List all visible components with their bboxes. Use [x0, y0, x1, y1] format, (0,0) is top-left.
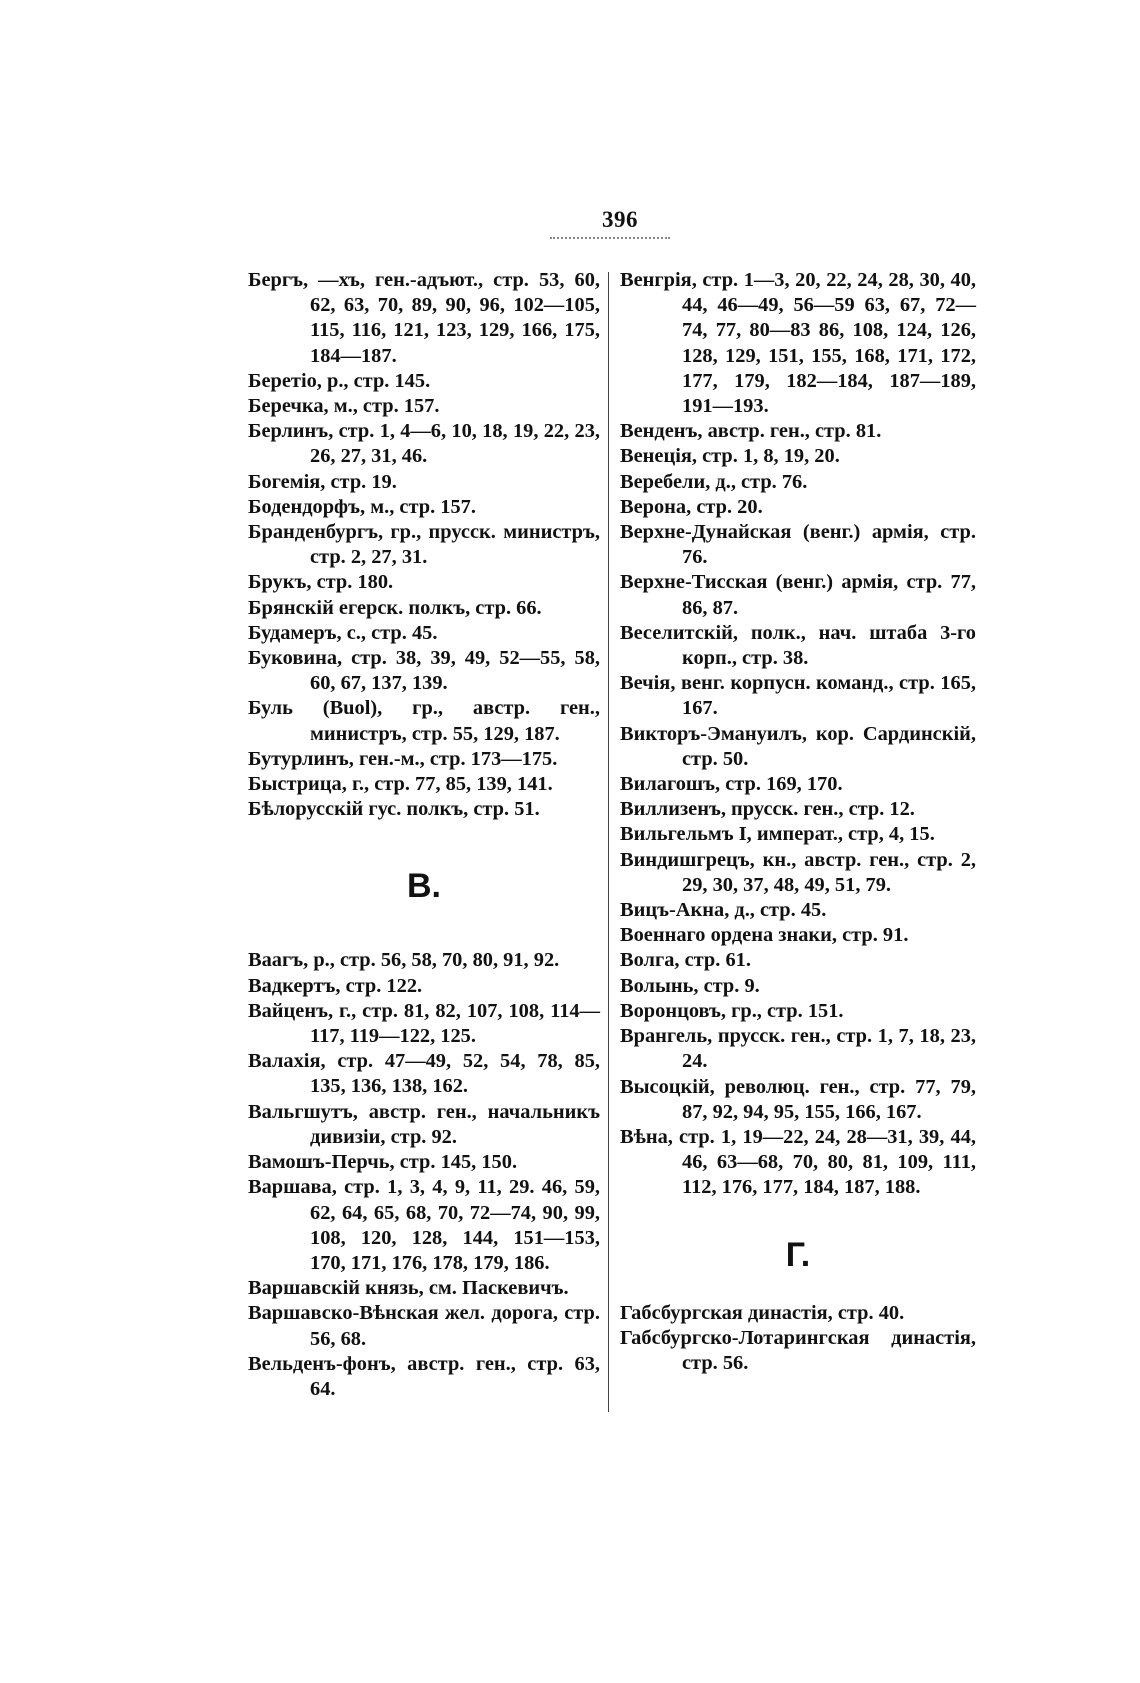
- index-entry: Верхне-Дунайская (венг.) армія, стр. 76.: [620, 521, 976, 569]
- column-divider: [608, 272, 609, 1412]
- index-entry: Габсбургская династія, стр. 40.: [620, 1301, 905, 1324]
- index-entry: Вамошъ-Перчь, стр. 145, 150.: [248, 1151, 518, 1174]
- index-entry: Вальгшутъ, австр. ген., начальникъ дивизіи, стр. 92.: [248, 1100, 600, 1148]
- index-entry: Варшава, стр. 1, 3, 4, 9, 11, 29. 46, 59, 62, 64, 65, 68, 70, 72—74, 90, 99, 108, 120, 128, 144, 151—153, 170, 171, 176, 178, 179, 186.: [248, 1176, 600, 1274]
- index-entry: Венденъ, австр. ген., стр. 81.: [620, 420, 882, 443]
- index-entry: Бодендорфъ, м., стр. 157.: [248, 495, 476, 518]
- index-entry: Венгрія, стр. 1—3, 20, 22, 24, 28, 30, 40, 44, 46—49, 56—59 63, 67, 72—74, 77, 80—83 86, 108, 124, 126, 128, 129, 151, 155, 168, 171, 172, 177, 179, 182—184, 187—189, 191—193.: [620, 269, 976, 418]
- index-entry: Веселитскій, полк., нач. штаба 3-го корп., стр. 38.: [620, 621, 976, 670]
- index-entry: Волынь, стр. 9.: [620, 974, 760, 997]
- index-entry: Берлинъ, стр. 1, 4—6, 10, 18, 19, 22, 23, 26, 27, 31, 46.: [248, 420, 600, 468]
- index-entry: Бергъ, —хъ, ген.-адъют., стр. 53, 60, 62, 63, 70, 89, 90, 96, 102—105, 115, 116, 121, 123, 129, 166, 175, 184—187.: [248, 269, 600, 367]
- index-entry: Варшавско-Вѣнская жел. дорога, стр. 56, 68.: [248, 1302, 600, 1350]
- index-entry: Габсбургско-Лотарингская династія, стр. 56.: [620, 1326, 976, 1374]
- index-entry: Врангель, прусск. ген., стр. 1, 7, 18, 23, 24.: [620, 1025, 976, 1073]
- index-entry: Воронцовъ, гр., стр. 151.: [620, 999, 844, 1022]
- index-entry: Будамеръ, с., стр. 45.: [248, 621, 438, 644]
- index-entry: Венеція, стр. 1, 8, 19, 20.: [620, 445, 840, 468]
- index-entry: Вильгельмъ I, императ., стр, 4, 15.: [620, 823, 935, 846]
- index-entry: Верона, стр. 20.: [620, 495, 763, 518]
- index-entry: Варшавскій князь, см. Паскевичъ.: [248, 1277, 569, 1300]
- letter-heading-v: В.: [407, 867, 441, 906]
- index-entry: Бутурлинъ, ген.-м., стр. 173—175.: [248, 747, 558, 770]
- index-entry: Викторъ-Эмануилъ, кор. Сардинскій, стр. 50.: [620, 722, 976, 770]
- index-entry: Верхне-Тисская (венг.) армія, стр. 77, 86, 87.: [620, 571, 976, 619]
- index-entry: Богемія, стр. 19.: [248, 470, 397, 493]
- page-number-rule: [550, 237, 670, 239]
- index-entry: Высоцкій, революц. ген., стр. 77, 79, 87, 92, 94, 95, 155, 166, 167.: [620, 1075, 976, 1123]
- index-entries-group: [248, 948, 600, 1402]
- index-entries-group: [620, 268, 976, 1201]
- index-entries-group: [248, 268, 600, 822]
- letter-heading-g: Г.: [785, 1235, 811, 1274]
- index-entry: Бранденбургъ, гр., прусск. министръ, стр. 2, 27, 31.: [248, 521, 600, 569]
- index-entry: Бѣлорусскій гус. полкъ, стр. 51.: [248, 798, 540, 821]
- index-entry: Брукъ, стр. 180.: [248, 571, 394, 594]
- index-entry: Виллизенъ, прусск. ген., стр. 12.: [620, 798, 915, 821]
- page-number: 396: [602, 207, 638, 232]
- index-entry: Ваагъ, р., стр. 56, 58, 70, 80, 91, 92.: [248, 949, 560, 972]
- index-entry: Вадкертъ, стр. 122.: [248, 974, 423, 997]
- index-column-right: [620, 268, 976, 1376]
- index-entry: Военнаго ордена знаки, стр. 91.: [620, 924, 909, 947]
- index-entry: Виндишгрецъ, кн., австр. ген., стр. 2, 29, 30, 37, 48, 49, 51, 79.: [620, 848, 976, 896]
- index-entry: Веребели, д., стр. 76.: [620, 470, 808, 493]
- index-entries-group: [620, 1301, 976, 1377]
- index-entry: Брянскій егерск. полкъ, стр. 66.: [248, 596, 542, 619]
- index-entry: Вельденъ-фонъ, австр. ген., стр. 63, 64.: [248, 1352, 600, 1400]
- index-entry: Буковина, стр. 38, 39, 49, 52—55, 58, 60, 67, 137, 139.: [248, 647, 600, 695]
- index-entry: Вицъ-Акна, д., стр. 45.: [620, 899, 827, 922]
- index-entry: Беречка, м., стр. 157.: [248, 395, 440, 418]
- index-entry: Вѣна, стр. 1, 19—22, 24, 28—31, 39, 44, 46, 63—68, 70, 80, 81, 109, 111, 112, 176, 177, 184, 187, 188.: [620, 1125, 976, 1199]
- index-entry: Вайценъ, г., стр. 81, 82, 107, 108, 114—117, 119—122, 125.: [248, 999, 600, 1048]
- index-entry: Беретіо, р., стр. 145.: [248, 369, 431, 392]
- index-entry: Вилагошъ, стр. 169, 170.: [620, 773, 843, 796]
- index-entry: Валахія, стр. 47—49, 52, 54, 78, 85, 135, 136, 138, 162.: [248, 1050, 600, 1098]
- index-entry: Волга, стр. 61.: [620, 949, 751, 972]
- index-column-left: [248, 268, 600, 1402]
- index-entry: Буль (Buol), гр., австр. ген., министръ, стр. 55, 129, 187.: [248, 697, 600, 745]
- index-entry: Быстрица, г., стр. 77, 85, 139, 141.: [248, 773, 553, 796]
- index-entry: Вечія, венг. корпусн. команд., стр. 165, 167.: [620, 672, 976, 720]
